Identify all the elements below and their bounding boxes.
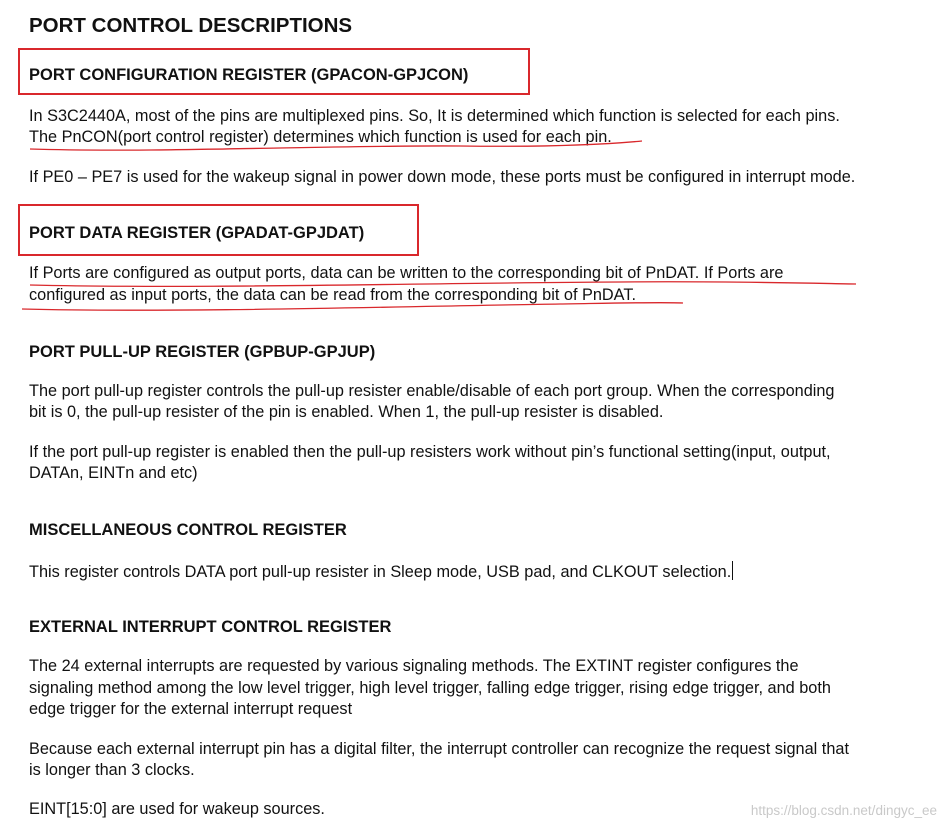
paragraph-line: If PE0 – PE7 is used for the wakeup signal in power down mode, these ports must be configured in interrupt mode.: [29, 168, 856, 186]
paragraph-line: In S3C2440A, most of the pins are multiplexed pins. So, It is determined which function is selected for each pins.: [29, 107, 840, 125]
page-title: PORT CONTROL DESCRIPTIONS: [29, 14, 353, 37]
heading-port-data: PORT DATA REGISTER (GPADAT-GPJDAT): [29, 224, 365, 242]
paragraph-line: The 24 external interrupts are requested by various signaling methods. The EXTINT register configures the: [29, 657, 799, 675]
heading-ext-int: EXTERNAL INTERRUPT CONTROL REGISTER: [29, 618, 392, 636]
heading-port-config: PORT CONFIGURATION REGISTER (GPACON-GPJCON): [29, 66, 469, 84]
paragraph-line: If Ports are configured as output ports, data can be written to the corresponding bit of PnDAT. If Ports are: [29, 264, 784, 282]
watermark: https://blog.csdn.net/dingyc_ee: [750, 803, 937, 818]
misc-text: This register controls DATA port pull-up resister in Sleep mode, USB pad, and CLKOUT selection.: [29, 563, 732, 581]
heading-misc: MISCELLANEOUS CONTROL REGISTER: [29, 521, 347, 539]
heading-pull-up: PORT PULL-UP REGISTER (GPBUP-GPJUP): [29, 343, 376, 361]
paragraph-line: The PnCON(port control register) determines which function is used for each pin.: [29, 128, 612, 146]
paragraph-line: DATAn, EINTn and etc): [29, 464, 198, 482]
paragraph-line: EINT[15:0] are used for wakeup sources.: [29, 800, 325, 818]
underline-port-data-2: [22, 303, 683, 311]
paragraph-line: If the port pull-up register is enabled then the pull-up resisters work without pin’s functional setting(input, output,: [29, 443, 831, 461]
paragraph-line: configured as input ports, the data can be read from the corresponding bit of PnDAT.: [29, 286, 636, 304]
paragraph-line: The port pull-up register controls the pull-up resister enable/disable of each port group. When the corresponding: [29, 382, 835, 400]
underline-pncon: [30, 141, 642, 150]
underline-port-data-1: [30, 282, 856, 287]
paragraph-line: bit is 0, the pull-up resister of the pin is enabled. When 1, the pull-up resister is disabled.: [29, 403, 664, 421]
paragraph-line: signaling method among the low level trigger, high level trigger, falling edge trigger, rising edge trigger, and both: [29, 679, 831, 697]
paragraph-line: edge trigger for the external interrupt request: [29, 700, 353, 718]
paragraph-line: Because each external interrupt pin has a digital filter, the interrupt controller can recognize the request signal that: [29, 740, 849, 758]
paragraph-line: is longer than 3 clocks.: [29, 761, 195, 779]
